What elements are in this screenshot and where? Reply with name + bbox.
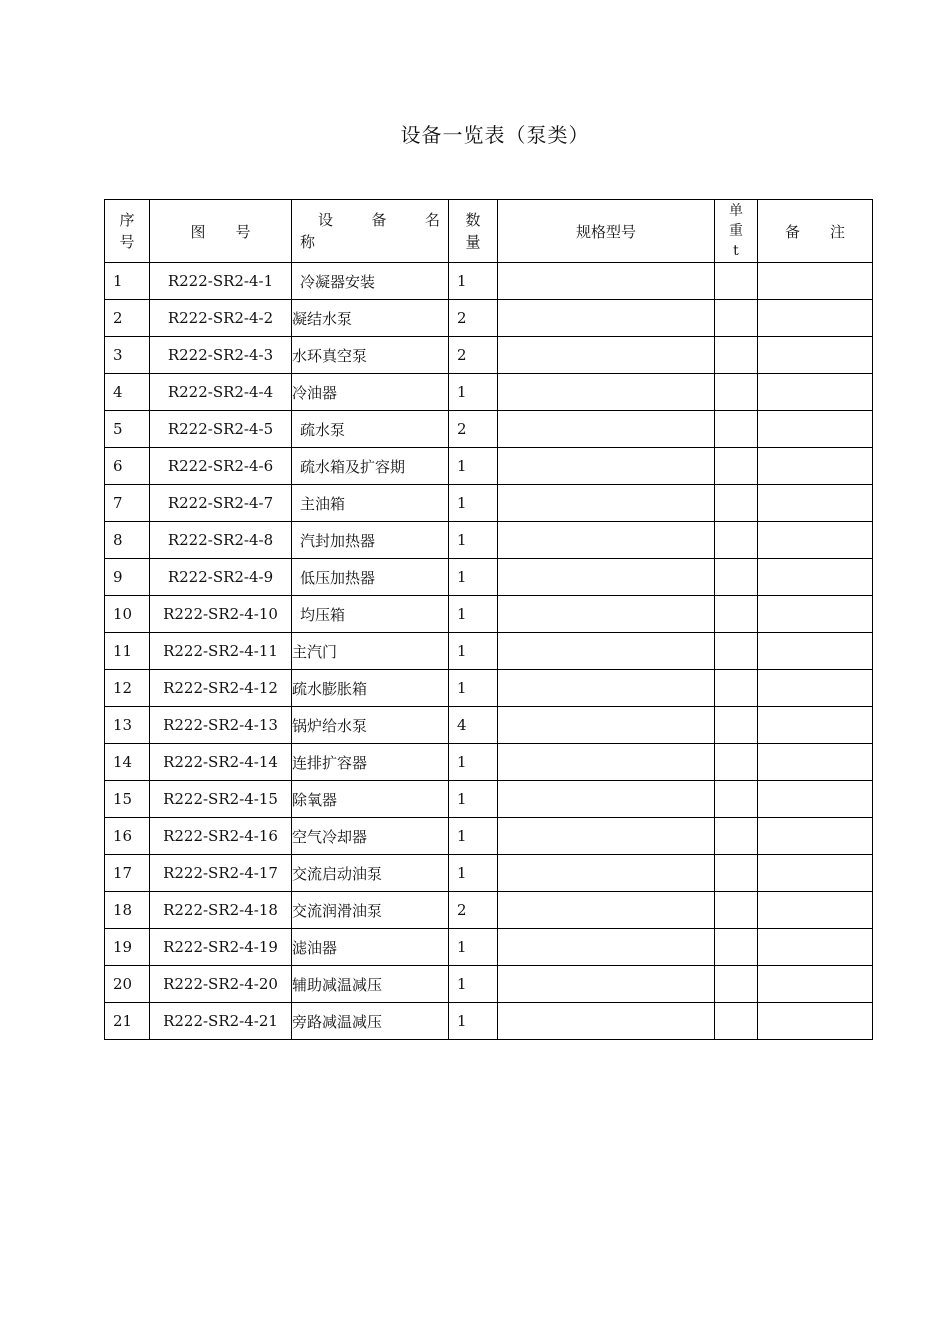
header-name-char4: 称	[300, 233, 316, 251]
row-equipment-name: 疏水泵	[292, 411, 449, 448]
table-row	[105, 1003, 873, 1040]
row-spec	[498, 411, 715, 448]
header-remarks: 备 注	[758, 200, 873, 263]
row-remarks	[758, 300, 873, 337]
table-row	[105, 781, 873, 818]
row-figure-no: R222-SR2-4-6	[150, 448, 292, 485]
row-index: 15	[105, 781, 150, 818]
row-spec	[498, 781, 715, 818]
table-row	[105, 522, 873, 559]
row-figure-no: R222-SR2-4-9	[150, 559, 292, 596]
row-quantity: 1	[449, 448, 498, 485]
row-equipment-name: 疏水膨胀箱	[292, 670, 449, 707]
row-spec	[498, 855, 715, 892]
table-row	[105, 374, 873, 411]
row-index: 18	[105, 892, 150, 929]
table-row	[105, 337, 873, 374]
row-spec	[498, 596, 715, 633]
row-equipment-name: 凝结水泵	[292, 300, 449, 337]
row-figure-no: R222-SR2-4-2	[150, 300, 292, 337]
header-spec: 规格型号	[498, 200, 715, 263]
table-row	[105, 818, 873, 855]
table-row	[105, 485, 873, 522]
header-index	[105, 200, 150, 263]
row-quantity: 1	[449, 485, 498, 522]
row-remarks	[758, 263, 873, 300]
row-quantity: 2	[449, 337, 498, 374]
row-spec	[498, 818, 715, 855]
row-spec	[498, 374, 715, 411]
row-spec	[498, 633, 715, 670]
row-figure-no: R222-SR2-4-16	[150, 818, 292, 855]
header-name-char2: 备	[371, 211, 387, 229]
row-unit-weight	[715, 522, 758, 559]
table-row	[105, 559, 873, 596]
row-index: 19	[105, 929, 150, 966]
row-remarks	[758, 337, 873, 374]
row-unit-weight	[715, 818, 758, 855]
header-name-char3: 名	[424, 211, 440, 229]
row-unit-weight	[715, 670, 758, 707]
row-remarks	[758, 374, 873, 411]
row-quantity: 4	[449, 707, 498, 744]
row-equipment-name: 疏水箱及扩容期	[292, 448, 449, 485]
row-remarks	[758, 707, 873, 744]
row-index: 12	[105, 670, 150, 707]
table-row	[105, 411, 873, 448]
row-equipment-name: 均压箱	[292, 596, 449, 633]
row-quantity: 1	[449, 633, 498, 670]
row-equipment-name: 汽封加热器	[292, 522, 449, 559]
row-equipment-name: 主汽门	[292, 633, 449, 670]
row-equipment-name: 冷凝器安装	[292, 263, 449, 300]
row-figure-no: R222-SR2-4-10	[150, 596, 292, 633]
row-figure-no: R222-SR2-4-5	[150, 411, 292, 448]
header-quantity-line1: 数	[465, 211, 481, 229]
row-index: 14	[105, 744, 150, 781]
row-spec	[498, 1003, 715, 1040]
row-figure-no: R222-SR2-4-18	[150, 892, 292, 929]
row-quantity: 1	[449, 263, 498, 300]
row-remarks	[758, 966, 873, 1003]
row-figure-no: R222-SR2-4-17	[150, 855, 292, 892]
row-remarks	[758, 670, 873, 707]
row-unit-weight	[715, 559, 758, 596]
row-remarks	[758, 855, 873, 892]
row-index: 7	[105, 485, 150, 522]
row-unit-weight	[715, 855, 758, 892]
row-remarks	[758, 596, 873, 633]
row-quantity: 1	[449, 596, 498, 633]
row-quantity: 2	[449, 300, 498, 337]
row-quantity: 1	[449, 966, 498, 1003]
table-body	[105, 263, 873, 1040]
row-index: 21	[105, 1003, 150, 1040]
table-row	[105, 300, 873, 337]
row-spec	[498, 263, 715, 300]
row-figure-no: R222-SR2-4-13	[150, 707, 292, 744]
table-row	[105, 707, 873, 744]
row-unit-weight	[715, 966, 758, 1003]
row-spec	[498, 892, 715, 929]
row-index: 9	[105, 559, 150, 596]
row-quantity: 1	[449, 818, 498, 855]
row-index: 10	[105, 596, 150, 633]
table-row	[105, 966, 873, 1003]
row-equipment-name: 冷油器	[292, 374, 449, 411]
row-unit-weight	[715, 300, 758, 337]
row-quantity: 1	[449, 374, 498, 411]
row-figure-no: R222-SR2-4-4	[150, 374, 292, 411]
row-index: 4	[105, 374, 150, 411]
row-figure-no: R222-SR2-4-3	[150, 337, 292, 374]
equipment-table	[104, 199, 873, 1040]
row-unit-weight	[715, 781, 758, 818]
row-equipment-name: 旁路减温减压	[292, 1003, 449, 1040]
row-unit-weight	[715, 707, 758, 744]
row-spec	[498, 522, 715, 559]
row-unit-weight	[715, 411, 758, 448]
table-row	[105, 929, 873, 966]
header-row	[105, 200, 873, 263]
header-weight-line3: t	[733, 243, 739, 259]
header-quantity-line2: 量	[465, 233, 481, 251]
header-name-char1: 设	[318, 211, 334, 229]
row-unit-weight	[715, 1003, 758, 1040]
row-remarks	[758, 485, 873, 522]
row-remarks	[758, 633, 873, 670]
table-row	[105, 892, 873, 929]
row-quantity: 1	[449, 929, 498, 966]
page-title: 设备一览表（泵类）	[400, 123, 590, 147]
row-figure-no: R222-SR2-4-19	[150, 929, 292, 966]
row-figure-no: R222-SR2-4-21	[150, 1003, 292, 1040]
row-index: 6	[105, 448, 150, 485]
header-quantity	[449, 200, 498, 263]
row-unit-weight	[715, 744, 758, 781]
row-figure-no: R222-SR2-4-20	[150, 966, 292, 1003]
row-equipment-name: 锅炉给水泵	[292, 707, 449, 744]
row-spec	[498, 337, 715, 374]
row-remarks	[758, 818, 873, 855]
row-spec	[498, 300, 715, 337]
row-equipment-name: 水环真空泵	[292, 337, 449, 374]
row-figure-no: R222-SR2-4-8	[150, 522, 292, 559]
row-index: 16	[105, 818, 150, 855]
row-unit-weight	[715, 892, 758, 929]
row-remarks	[758, 522, 873, 559]
table-row	[105, 448, 873, 485]
row-equipment-name: 空气冷却器	[292, 818, 449, 855]
row-unit-weight	[715, 374, 758, 411]
row-index: 1	[105, 263, 150, 300]
row-index: 20	[105, 966, 150, 1003]
row-spec	[498, 485, 715, 522]
row-equipment-name: 滤油器	[292, 929, 449, 966]
row-quantity: 1	[449, 670, 498, 707]
header-figure-no: 图 号	[150, 200, 292, 263]
row-remarks	[758, 448, 873, 485]
row-equipment-name: 连排扩容器	[292, 744, 449, 781]
row-quantity: 1	[449, 1003, 498, 1040]
row-figure-no: R222-SR2-4-15	[150, 781, 292, 818]
row-spec	[498, 559, 715, 596]
header-unit-weight	[715, 200, 758, 263]
row-equipment-name: 低压加热器	[292, 559, 449, 596]
row-unit-weight	[715, 485, 758, 522]
row-remarks	[758, 1003, 873, 1040]
header-name	[292, 200, 449, 263]
row-figure-no: R222-SR2-4-7	[150, 485, 292, 522]
row-quantity: 2	[449, 892, 498, 929]
row-index: 11	[105, 633, 150, 670]
row-index: 3	[105, 337, 150, 374]
row-spec	[498, 929, 715, 966]
row-remarks	[758, 411, 873, 448]
row-unit-weight	[715, 337, 758, 374]
header-index-line2: 号	[119, 233, 135, 251]
row-unit-weight	[715, 929, 758, 966]
table-row	[105, 855, 873, 892]
row-remarks	[758, 892, 873, 929]
row-index: 5	[105, 411, 150, 448]
table-row	[105, 633, 873, 670]
row-equipment-name: 交流启动油泵	[292, 855, 449, 892]
row-quantity: 1	[449, 855, 498, 892]
row-equipment-name: 交流润滑油泵	[292, 892, 449, 929]
row-unit-weight	[715, 596, 758, 633]
row-figure-no: R222-SR2-4-1	[150, 263, 292, 300]
row-figure-no: R222-SR2-4-12	[150, 670, 292, 707]
row-figure-no: R222-SR2-4-11	[150, 633, 292, 670]
row-figure-no: R222-SR2-4-14	[150, 744, 292, 781]
header-weight-line2: 重	[729, 223, 743, 239]
row-unit-weight	[715, 448, 758, 485]
table-row	[105, 670, 873, 707]
row-equipment-name: 除氧器	[292, 781, 449, 818]
row-quantity: 1	[449, 559, 498, 596]
table-row	[105, 744, 873, 781]
row-remarks	[758, 559, 873, 596]
row-unit-weight	[715, 263, 758, 300]
row-quantity: 2	[449, 411, 498, 448]
row-quantity: 1	[449, 744, 498, 781]
row-quantity: 1	[449, 781, 498, 818]
row-index: 17	[105, 855, 150, 892]
row-spec	[498, 966, 715, 1003]
row-index: 8	[105, 522, 150, 559]
row-unit-weight	[715, 633, 758, 670]
row-index: 13	[105, 707, 150, 744]
header-weight-line1: 单	[729, 203, 743, 219]
table-row	[105, 596, 873, 633]
header-index-line1: 序	[119, 211, 135, 229]
row-quantity: 1	[449, 522, 498, 559]
row-equipment-name: 辅助减温减压	[292, 966, 449, 1003]
row-spec	[498, 744, 715, 781]
row-index: 2	[105, 300, 150, 337]
table-row	[105, 263, 873, 300]
row-remarks	[758, 929, 873, 966]
row-equipment-name: 主油箱	[292, 485, 449, 522]
row-remarks	[758, 744, 873, 781]
row-remarks	[758, 781, 873, 818]
row-spec	[498, 448, 715, 485]
row-spec	[498, 707, 715, 744]
row-spec	[498, 670, 715, 707]
